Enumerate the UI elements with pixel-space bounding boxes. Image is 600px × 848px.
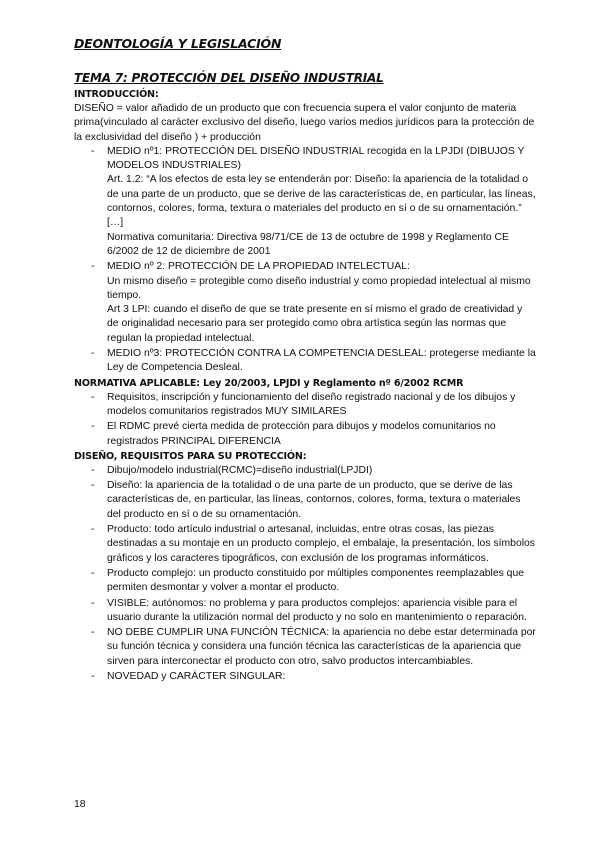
introduccion-text: DISEÑO = valor añadido de un producto que con frecuencia supera el valor conjunto de materia prima(vinculado al carácter exclusivo del diseño, luego varios medios jurídicos para la protección de la exclusividad del diseño ) + producción [74, 103, 535, 143]
list-item: - Producto complejo: un producto constituido por múltiples componentes reemplazables que permiten desmontar y volver a montar el producto. [74, 567, 536, 596]
medio-1-normativa: Normativa comunitaria: Directiva 98/71/CE de 13 de octubre de 1998 y Reglamento CE 6/2002 de 12 de diciembre de 2001 [107, 231, 509, 257]
document-title: DEONTOLOGÍA Y LEGISLACIÓN [74, 36, 282, 51]
list-item: - Dibujo/modelo industrial(RCMC)=diseño industrial(LPJDI) [74, 464, 536, 478]
normativa-list [74, 391, 536, 449]
list-item: - NO DEBE CUMPLIR UNA FUNCIÓN TÉCNICA: la apariencia no debe estar determinada por su función técnica y considera una función técnica las características de la apariencia que sirven para interconectar el producto con otro, salvo productos intercambiables. [74, 626, 536, 669]
list-item: - El RDMC prevé cierta medida de protección para dibujos y modelos comunitarios no registrados PRINCIPAL DIFERENCIA [74, 420, 536, 449]
document-page [74, 36, 536, 686]
tema-title: TEMA 7: PROTECCIÓN DEL DISEÑO INDUSTRIAL [74, 71, 384, 85]
medio-2-text: Un mismo diseño = protegible como diseño industrial y como propiedad intelectual al mismo tiempo. [107, 275, 531, 301]
medio-1-art: Art. 1.2: “A los efectos de esta ley se entenderán por: Diseño: la apariencia de la totalidad o de una parte de un producto, que se derive de las características de, en particular, las líneas, contornos, colores, forma, textura o materiales del producto en sí o de su ornamentación.” […] [107, 174, 536, 229]
list-item [74, 347, 536, 376]
list-item: - VISIBLE: autónomos: no problema y para productos complejos: apariencia visible para el usuario durante la utilización normal del producto y no solo en mantenimiento o reparación. [74, 597, 536, 626]
medio-2-title: - MEDIO nº 2: PROTECCIÓN DE LA PROPIEDAD INTELECTUAL: [107, 261, 410, 273]
list-item [74, 145, 536, 259]
medio-3-title: - MEDIO nº3: PROTECCIÓN CONTRA LA COMPETENCIA DESLEAL: protegerse mediante la Ley de Competencia Desleal. [107, 348, 536, 374]
list-item: - NOVEDAD y CARÁCTER SINGULAR: [74, 670, 536, 684]
requisitos-heading: DISEÑO, REQUISITOS PARA SU PROTECCIÓN: [74, 450, 307, 462]
list-item [74, 260, 536, 346]
introduccion-heading: INTRODUCCIÓN: [74, 89, 159, 100]
page-number: 18 [74, 799, 86, 810]
medio-2-art: Art 3 LPI: cuando el diseño de que se trate presente en sí mismo el grado de creatividad y de originalidad necesario para ser protegido como obra artística según las normas que regulan la propiedad intelectual. [107, 304, 523, 344]
list-item: - Producto: todo artículo industrial o artesanal, incluidas, entre otras cosas, las piezas destinadas a su montaje en un producto complejo, el embalaje, la presentación, los símbolos gráficos y los caracteres tipográficos, con exclusión de los programas informáticos. [74, 523, 536, 566]
medio-1-title: - MEDIO nº1: PROTECCIÓN DEL DISEÑO INDUSTRIAL recogida en la LPJDI (DIBUJOS Y MODELOS INDUSTRIALES) [107, 145, 525, 172]
list-item: - Requisitos, inscripción y funcionamiento del diseño registrado nacional y de los dibujos y modelos comunitarios registrados MUY SIMILARES [74, 391, 536, 420]
list-item: - Diseño: la apariencia de la totalidad o de una parte de un producto, que se derive de las características de, en particular, las líneas, contornos, colores, forma, textura o materiales del producto en sí o de su ornamentación. [74, 479, 536, 522]
medios-list [74, 145, 536, 376]
normativa-heading: NORMATIVA APLICABLE: Ley 20/2003, LPJDI y Reglamento nº 6/2002 RCMR [74, 377, 464, 389]
requisitos-list [74, 464, 536, 684]
